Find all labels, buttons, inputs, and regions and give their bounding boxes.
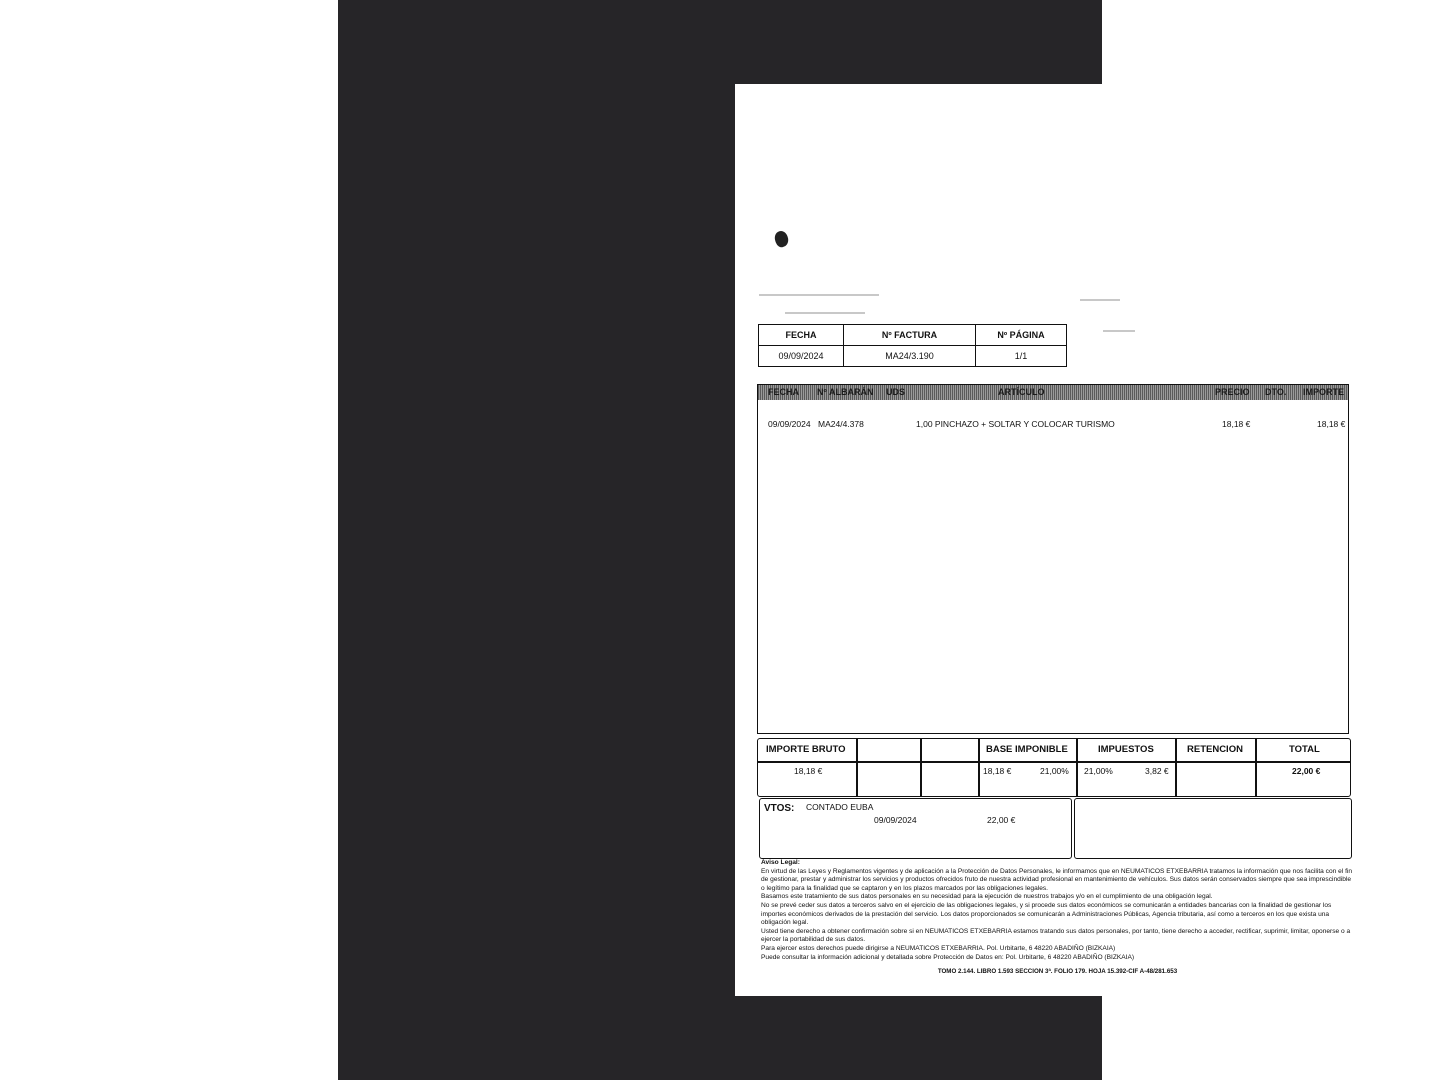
- faded-client-line: [1103, 330, 1135, 332]
- divider: [1255, 739, 1257, 796]
- col-uds: UDS: [886, 387, 906, 397]
- col-articulo: ARTÍCULO: [998, 387, 1045, 397]
- impuestos-label: IMPUESTOS: [1098, 744, 1154, 755]
- fecha-value: 09/09/2024: [759, 346, 844, 367]
- divider: [978, 739, 980, 796]
- row-precio: 18,18 €: [1222, 419, 1251, 429]
- row-fecha: 09/09/2024: [768, 419, 811, 429]
- pagina-value: 1/1: [976, 346, 1067, 367]
- divider: [1175, 739, 1177, 796]
- row-articulo: 1,00 PINCHAZO + SOLTAR Y COLOCAR TURISMO: [916, 419, 1115, 429]
- importe-bruto-label: IMPORTE BRUTO: [766, 744, 846, 755]
- legal-paragraph: Para ejercer estos derechos puede dirigirse a NEUMATICOS ETXEBARRIA. Pol. Urbitarte, 6 48220 ABADIÑO (BIZKAIA): [761, 944, 1116, 952]
- row-albaran: MA24/4.378: [818, 419, 864, 429]
- items-header: [758, 385, 1348, 400]
- legal-title: Aviso Legal:: [761, 859, 800, 866]
- col-dto: DTO.: [1265, 387, 1287, 397]
- factura-label: Nº FACTURA: [844, 325, 976, 346]
- items-table: [757, 384, 1349, 734]
- retencion-label: RETENCION: [1187, 744, 1243, 755]
- divider: [920, 739, 922, 796]
- total-value: 22,00 €: [1292, 766, 1321, 776]
- faded-address-line: [785, 312, 865, 314]
- total-label: TOTAL: [1289, 744, 1320, 755]
- notes-box: [1074, 798, 1352, 859]
- factura-value: MA24/3.190: [844, 346, 976, 367]
- col-fecha: FECHA: [768, 387, 799, 397]
- registry-line: TOMO 2.144. LIBRO 1.593 SECCION 3ª. FOLIO 179. HOJA 15.392-CIF A-48/281.653: [937, 968, 1178, 975]
- fecha-label: FECHA: [759, 325, 844, 346]
- vtos-box: [759, 798, 1072, 859]
- vtos-label: VTOS:: [764, 803, 795, 814]
- vtos-method: CONTADO EUBA: [806, 802, 874, 812]
- legal-paragraph: Usted tiene derecho a obtener confirmación sobre si en NEUMATICOS ETXEBARRIA estamos tratando sus datos personales, por tanto, tiene derecho a acceder, rectificar, suprimir, limitar, oponerse o a ejercer la portabilidad de sus datos.: [761, 927, 1351, 944]
- legal-notice: [761, 859, 1353, 962]
- base-pct: 21,00%: [1040, 766, 1069, 776]
- base-value: 18,18 €: [983, 766, 1012, 776]
- invoice-header-table: [758, 324, 1067, 367]
- divider: [856, 739, 858, 796]
- legal-paragraph: No se prevé ceder sus datos a terceros salvo en el ejercicio de las obligaciones legales, y si procede sus datos económicos se comunicarán a entidades bancarias con la finalidad de gestionar los importes económicos derivados de la prestación del servicio. Los datos proporcionados se comunicarán a Administraciones Públicas, Agencia tributaria, así como a terceros en los que exista una obligación legal.: [761, 901, 1332, 927]
- legal-paragraph: Basamos este tratamiento de sus datos personales en su necesidad para la ejecución de nuestros trabajos y/o en el cumplimiento de una obligación legal.: [761, 893, 1213, 901]
- impuestos-pct: 21,00%: [1084, 766, 1113, 776]
- vtos-date: 09/09/2024: [874, 815, 917, 825]
- row-importe: 18,18 €: [1317, 419, 1346, 429]
- pagina-label: Nº PÁGINA: [976, 325, 1067, 346]
- faded-client-line: [1080, 299, 1120, 301]
- col-albaran: Nº ALBARÁN: [817, 387, 874, 397]
- legal-paragraph: En virtud de las Leyes y Reglamentos vigentes y de aplicación a la Protección de Datos Personales, le informamos que en NEUMATICOS ETXEBARRIA tratamos la información que nos facilita con el fin de gestionar, prestar y administrar los servicios y productos ofrecidos fruto de nuestra actividad profesional en mantenimiento de vehículos. Sus datos serán conservados siempre que sea imprescindible o legítimo para la finalidad que se captaron y en los plazos marcados por las obligaciones legales.: [761, 867, 1353, 892]
- ink-blot: [773, 229, 791, 248]
- invoice-page: [735, 84, 1380, 996]
- faded-address-line: [759, 294, 879, 296]
- scan-background: [338, 0, 1353, 1080]
- vtos-amount: 22,00 €: [987, 815, 1016, 825]
- totals-box: [757, 738, 1351, 797]
- divider: [758, 761, 1350, 763]
- impuestos-value: 3,82 €: [1145, 766, 1169, 776]
- col-importe: IMPORTE: [1303, 387, 1345, 397]
- importe-bruto-value: 18,18 €: [794, 766, 823, 776]
- col-precio: PRECIO: [1215, 387, 1250, 397]
- base-imponible-label: BASE IMPONIBLE: [986, 744, 1068, 755]
- legal-paragraph: Puede consultar la información adicional y detallada sobre Protección de Datos en: Pol. Urbitarte, 6 48220 ABADIÑO (BIZKAIA): [761, 953, 1135, 961]
- divider: [1076, 739, 1078, 796]
